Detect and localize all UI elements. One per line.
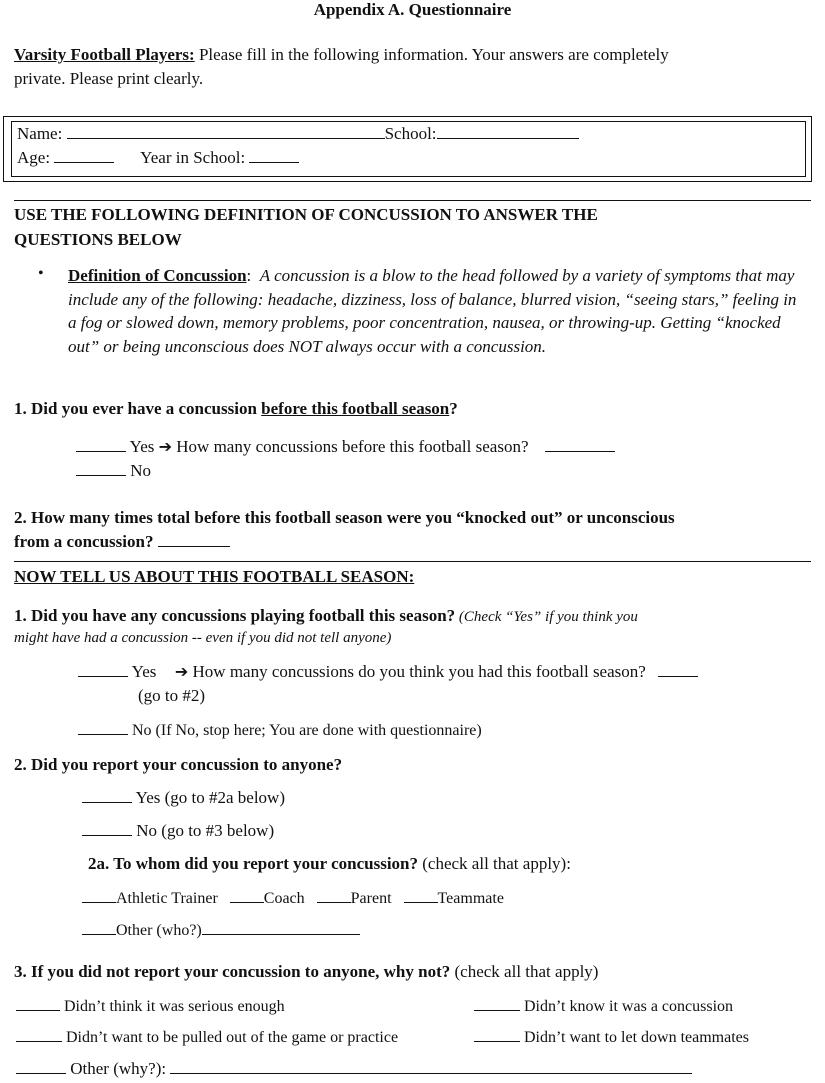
divider-1 — [14, 200, 811, 201]
q3-row — [14, 962, 598, 982]
age-row — [17, 148, 299, 168]
q2-before-text: from a concussion? — [14, 532, 154, 551]
name-label: Name: — [17, 124, 63, 143]
option-coach: Coach — [263, 890, 305, 907]
q2-season-yes-blank[interactable] — [82, 788, 132, 803]
age-label: Age: — [17, 148, 51, 167]
section-heading-1b: QUESTIONS BELOW — [14, 230, 182, 249]
definition-label: Definition of Concussion — [68, 266, 247, 285]
q3-text: 3. If you did not report your concussion to anyone, why not? — [14, 962, 451, 981]
reason-blank[interactable] — [474, 996, 520, 1011]
reason-blank[interactable] — [16, 996, 60, 1011]
page-title: Appendix A. Questionnaire — [313, 0, 512, 19]
bullet-icon: • — [38, 265, 44, 282]
q1-season-no-blank[interactable] — [78, 720, 128, 735]
other-who-field[interactable] — [202, 920, 360, 935]
q1-before-suffix: ? — [449, 399, 458, 418]
q1-season-text: 1. Did you have any concussions playing football this season? — [14, 606, 456, 625]
q2-season-yes-row — [82, 788, 285, 808]
school-label: School: — [384, 124, 437, 143]
reason-pulled-out: Didn’t want to be pulled out of the game or practice — [66, 1029, 399, 1046]
school-field[interactable] — [437, 124, 579, 139]
q2-season-no-blank[interactable] — [82, 821, 132, 836]
reason-not-serious: Didn’t think it was serious enough — [64, 998, 285, 1015]
reason-other-why: Other (why?): — [70, 1059, 167, 1078]
year-label: Year in School: — [140, 148, 246, 167]
section-heading-2: NOW TELL US ABOUT THIS FOOTBALL SEASON: — [14, 567, 415, 586]
q2-before-blank[interactable] — [158, 532, 230, 547]
q2-season-text: 2. Did you report your concussion to anyone? — [14, 755, 343, 774]
q1-before-count-blank[interactable] — [545, 437, 615, 452]
q1-season-no-row — [78, 720, 482, 740]
q2a-options-row — [82, 888, 504, 908]
option-other-who: Other (who?) — [116, 922, 202, 939]
info-box-outer — [3, 116, 812, 182]
option-blank[interactable] — [230, 888, 264, 903]
q2-before-line-1: 2. How many times total before this football season were you “knocked out” or unconscious — [14, 508, 675, 527]
definition-block — [68, 264, 798, 358]
q2-before-line-2 — [14, 532, 230, 552]
reason-blank[interactable] — [474, 1027, 520, 1042]
name-row — [17, 124, 579, 144]
reason-let-down: Didn’t want to let down teammates — [524, 1029, 749, 1046]
definition-text: A concussion is a blow to the head followed by a variety of symptoms that may include any of the following: headache, dizziness, loss of balance, blurred vision, “seeing stars,” feeling in a fog or slowed down, memory problems, poor concentration, nausea, or throwing-up. Getting “knocked out” or being unconscious does NOT always occur with a concussion. — [68, 266, 797, 356]
intro-text-1: Please fill in the following information. Your answers are completely — [194, 45, 669, 64]
info-box — [11, 121, 806, 177]
reason-other-row — [16, 1059, 692, 1079]
q1-season-line-1 — [14, 606, 638, 626]
option-blank[interactable] — [317, 888, 351, 903]
q1-season-yes-label: Yes — [131, 662, 157, 681]
q1-season-followup: How many concussions do you think you had this football season? — [192, 662, 646, 681]
option-blank[interactable] — [82, 888, 116, 903]
q1-season-count-blank[interactable] — [658, 662, 698, 677]
q1-before-no-label: No — [130, 461, 152, 480]
q1-season-goto: (go to #2) — [138, 686, 206, 705]
q2a-note: (check all that apply): — [418, 854, 571, 873]
q1-before-no-row — [76, 461, 151, 481]
q1-season-yes-row — [78, 662, 698, 682]
q1-before — [14, 399, 458, 419]
reason-row-1b — [474, 996, 733, 1016]
option-teammate: Teammate — [437, 890, 504, 907]
q1-before-no-blank[interactable] — [76, 461, 126, 476]
option-blank[interactable] — [82, 920, 116, 935]
option-parent: Parent — [350, 890, 392, 907]
q2-season-no-label: No (go to #3 below) — [136, 821, 275, 840]
q2a-row — [88, 854, 571, 874]
reason-row-2a — [16, 1027, 398, 1047]
q2a-other-row — [82, 920, 360, 940]
reason-row-1a — [16, 996, 285, 1016]
reason-not-know: Didn’t know it was a concussion — [524, 998, 734, 1015]
name-field[interactable] — [67, 124, 385, 139]
q1-season-yes-blank[interactable] — [78, 662, 128, 677]
q1-before-yes-label: Yes — [129, 437, 155, 456]
reason-row-2b — [474, 1027, 749, 1047]
option-blank[interactable] — [404, 888, 438, 903]
q1-season-no-label: No (If No, stop here; You are done with questionnaire) — [132, 722, 482, 739]
q2a-text: 2a. To whom did you report your concussion? — [88, 854, 418, 873]
intro-line-1 — [14, 45, 669, 65]
year-field[interactable] — [249, 148, 299, 163]
reason-blank[interactable] — [16, 1059, 66, 1074]
arrow-right-icon: ➔ — [158, 439, 173, 456]
q1-before-yes-blank[interactable] — [76, 437, 126, 452]
q1-season-note-1: (Check “Yes” if you think you — [455, 609, 638, 625]
q3-note: (check all that apply) — [450, 962, 599, 981]
reason-blank[interactable] — [16, 1027, 62, 1042]
age-field[interactable] — [54, 148, 114, 163]
other-why-field[interactable] — [170, 1059, 692, 1074]
intro-lead: Varsity Football Players: — [14, 45, 195, 64]
intro-line-2: private. Please print clearly. — [14, 69, 204, 88]
definition-colon: : — [246, 266, 252, 285]
q2-season-yes-label: Yes (go to #2a below) — [135, 788, 285, 807]
q1-before-yes-row — [76, 437, 615, 457]
arrow-right-icon: ➔ — [174, 664, 189, 681]
q1-before-underlined: before this football season — [261, 399, 450, 418]
q1-before-prefix: 1. Did you ever have a concussion — [14, 399, 262, 418]
option-athletic-trainer: Athletic Trainer — [116, 890, 218, 907]
q2-season-no-row — [82, 821, 274, 841]
q1-before-followup: How many concussions before this football season? — [176, 437, 529, 456]
q1-season-note-2: might have had a concussion -- even if you did not tell anyone) — [14, 630, 392, 646]
section-heading-1a: USE THE FOLLOWING DEFINITION OF CONCUSSION TO ANSWER THE — [14, 205, 598, 224]
divider-2 — [14, 561, 811, 562]
